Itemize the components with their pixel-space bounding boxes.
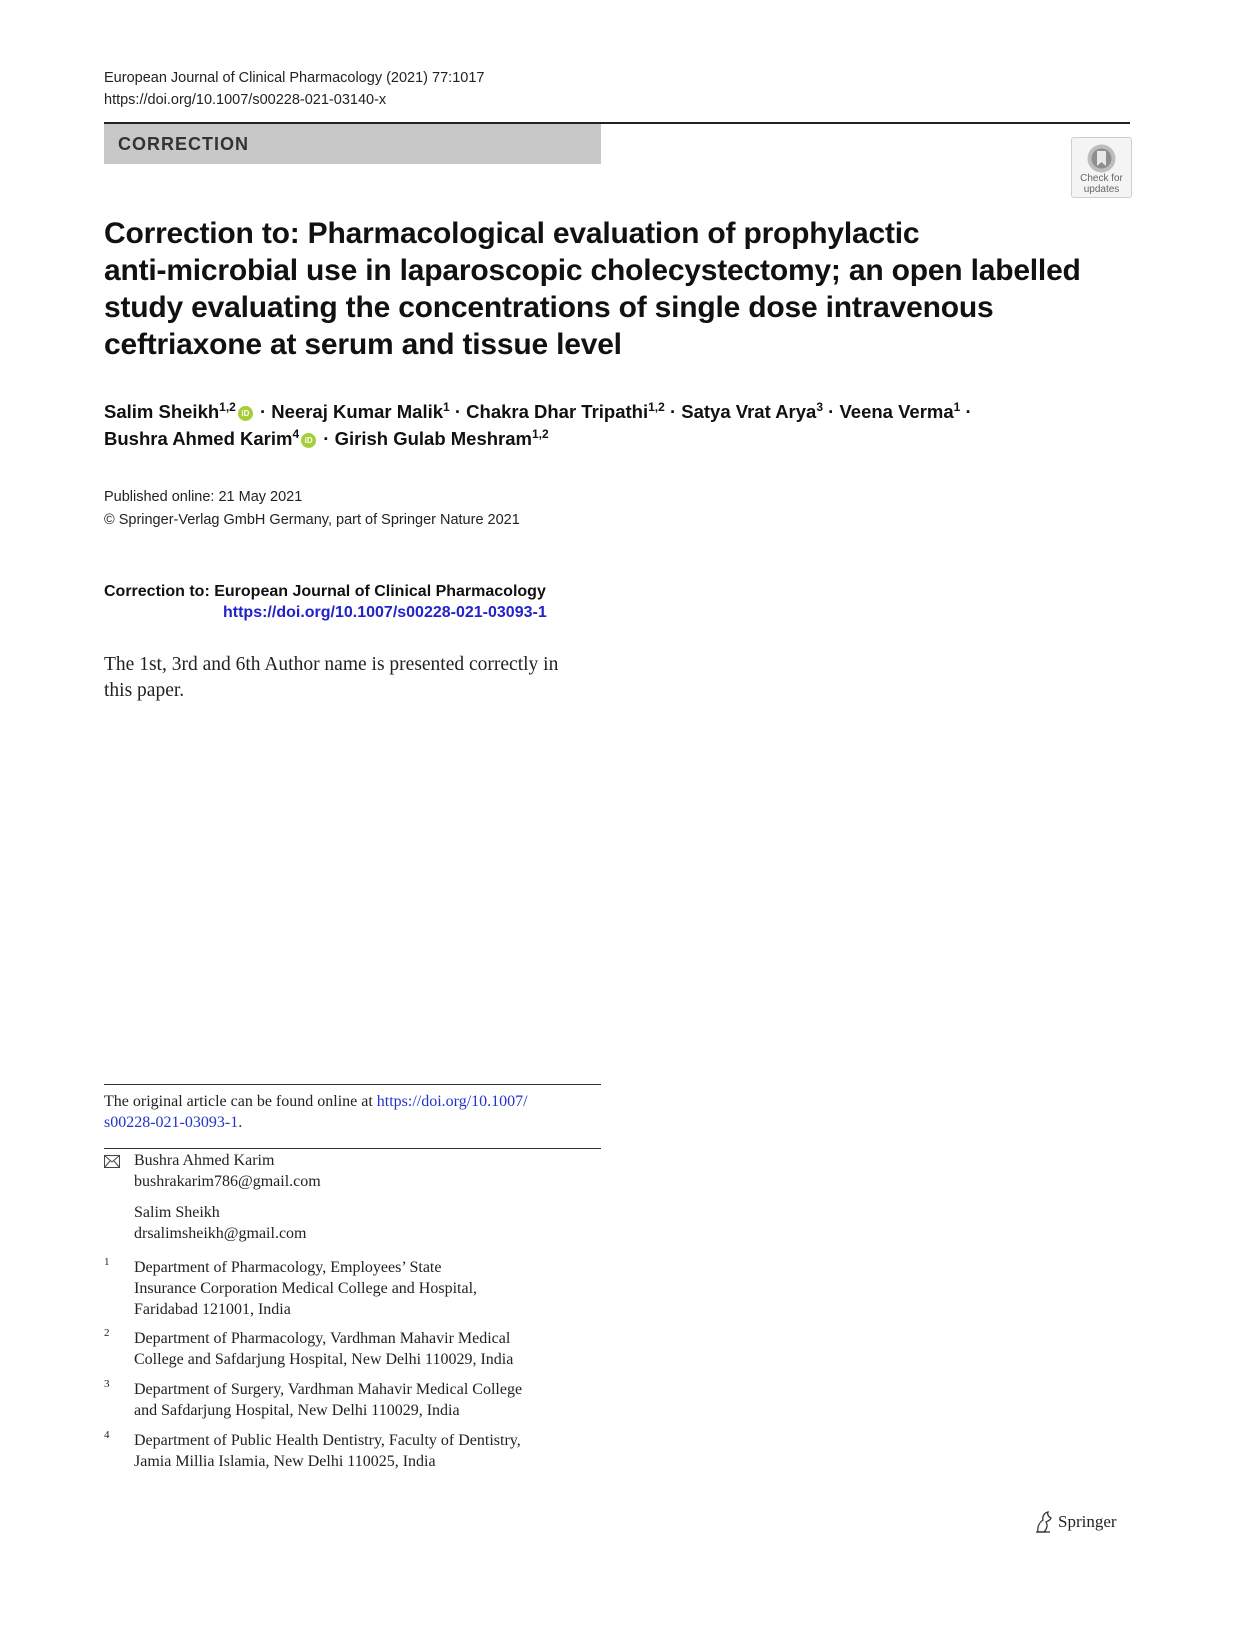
- corresponding-author: [134, 1150, 321, 1192]
- published-date: Published online: 21 May 2021: [104, 489, 303, 505]
- author-affiliation-ref: 1: [953, 399, 961, 414]
- author-separator: ·: [259, 401, 267, 422]
- author-name: Bushra Ahmed Karim: [104, 428, 293, 449]
- original-article-link[interactable]: https://doi.org/10.1007/: [376, 1093, 528, 1110]
- affiliation-line: Department of Pharmacology, Employees’ State: [134, 1259, 442, 1276]
- author-affiliation-ref: 1,2: [219, 399, 236, 414]
- publisher-name: Springer: [1058, 1512, 1117, 1531]
- affiliation-number: 4: [104, 1429, 110, 1441]
- article-type-label: CORRECTION: [118, 134, 249, 154]
- contact-name: Bushra Ahmed Karim: [134, 1152, 275, 1169]
- affiliation-number: 2: [104, 1327, 110, 1339]
- author-name: Neeraj Kumar Malik: [271, 401, 444, 422]
- affiliation-line: Jamia Millia Islamia, New Delhi 110025, India: [134, 1453, 436, 1470]
- original-article-link[interactable]: s00228-021-03093-1: [104, 1114, 239, 1131]
- orcid-icon[interactable]: iD: [238, 406, 253, 421]
- correction-doi-link[interactable]: https://doi.org/10.1007/s00228-021-03093-1: [223, 604, 547, 621]
- title-line: ceftriaxone at serum and tissue level: [104, 328, 622, 361]
- author-name: Satya Vrat Arya: [681, 401, 817, 422]
- title-line: Correction to: Pharmacological evaluation of prophylactic: [104, 217, 920, 250]
- check-for-updates-badge[interactable]: [1071, 137, 1132, 198]
- author-separator: ·: [828, 401, 835, 422]
- original-article-prefix: The original article can be found online at: [104, 1093, 377, 1110]
- correction-to-label: Correction to: European Journal of Clinical Pharmacology: [104, 583, 546, 600]
- author-line: [104, 398, 1104, 425]
- footnote-rule: [104, 1148, 601, 1149]
- title-line: anti-microbial use in laparoscopic cholecystectomy; an open labelled: [104, 254, 1081, 287]
- author-separator: ·: [669, 401, 677, 422]
- contact-email[interactable]: bushrakarim786@gmail.com: [134, 1173, 321, 1190]
- author-list: [104, 398, 1104, 452]
- affiliation-line: Faridabad 121001, India: [134, 1301, 291, 1318]
- contact-email[interactable]: drsalimsheikh@gmail.com: [134, 1225, 307, 1242]
- article-doi[interactable]: https://doi.org/10.1007/s00228-021-03140-x: [104, 92, 387, 108]
- journal-header: [104, 67, 484, 111]
- author-affiliation-ref: 1,2: [648, 399, 665, 414]
- affiliation-line: Department of Public Health Dentistry, Faculty of Dentistry,: [134, 1432, 521, 1449]
- body-line: this paper.: [104, 680, 185, 701]
- copyright-notice: © Springer-Verlag GmbH Germany, part of Springer Nature 2021: [104, 512, 520, 528]
- footnote-rule: [104, 1084, 601, 1085]
- author-line: [104, 425, 1104, 452]
- journal-citation: European Journal of Clinical Pharmacology (2021) 77:1017: [104, 70, 485, 86]
- affiliation: [134, 1379, 594, 1421]
- affiliation: [134, 1328, 594, 1370]
- body-line: The 1st, 3rd and 6th Author name is presented correctly in: [104, 654, 559, 675]
- orcid-icon[interactable]: iD: [301, 433, 316, 448]
- affiliation-line: Insurance Corporation Medical College and Hospital,: [134, 1280, 478, 1297]
- affiliation: [134, 1257, 594, 1320]
- author-name: Girish Gulab Meshram: [334, 428, 532, 449]
- author-affiliation-ref: 4: [292, 426, 300, 441]
- affiliation-line: and Safdarjung Hospital, New Delhi 110029, India: [134, 1402, 460, 1419]
- correction-body: [104, 652, 604, 704]
- author-name: Salim Sheikh: [104, 401, 220, 422]
- author-separator: ·: [323, 428, 330, 449]
- author-affiliation-ref: 1: [443, 399, 450, 414]
- affiliation-line: College and Safdarjung Hospital, New Delhi 110029, India: [134, 1351, 514, 1368]
- author-name: Chakra Dhar Tripathi: [466, 401, 649, 422]
- original-article-suffix: .: [238, 1114, 243, 1131]
- article-type-banner: [104, 124, 601, 164]
- affiliation-number: 3: [104, 1378, 110, 1390]
- check-for-updates-line1: Check for: [1080, 173, 1123, 184]
- springer-horse-icon: [1034, 1510, 1054, 1534]
- title-line: study evaluating the concentrations of single dose intravenous: [104, 291, 994, 324]
- bookmark-icon: [1086, 143, 1117, 174]
- envelope-icon: [104, 1155, 120, 1168]
- affiliation: [134, 1430, 594, 1472]
- article-title: [104, 215, 1084, 363]
- affiliation-number: 1: [104, 1256, 110, 1268]
- affiliation-line: Department of Pharmacology, Vardhman Mahavir Medical: [134, 1330, 511, 1347]
- author-separator: ·: [965, 401, 972, 422]
- author-affiliation-ref: 1,2: [532, 426, 549, 441]
- contact-name: Salim Sheikh: [134, 1204, 220, 1221]
- corresponding-author: [134, 1202, 306, 1244]
- check-for-updates-line2: updates: [1083, 184, 1120, 195]
- affiliation-line: Department of Surgery, Vardhman Mahavir Medical College: [134, 1381, 523, 1398]
- author-affiliation-ref: 3: [816, 399, 824, 414]
- author-name: Veena Verma: [839, 401, 954, 422]
- original-article-note: [104, 1091, 604, 1133]
- author-separator: ·: [454, 401, 462, 422]
- publication-info: [104, 486, 520, 532]
